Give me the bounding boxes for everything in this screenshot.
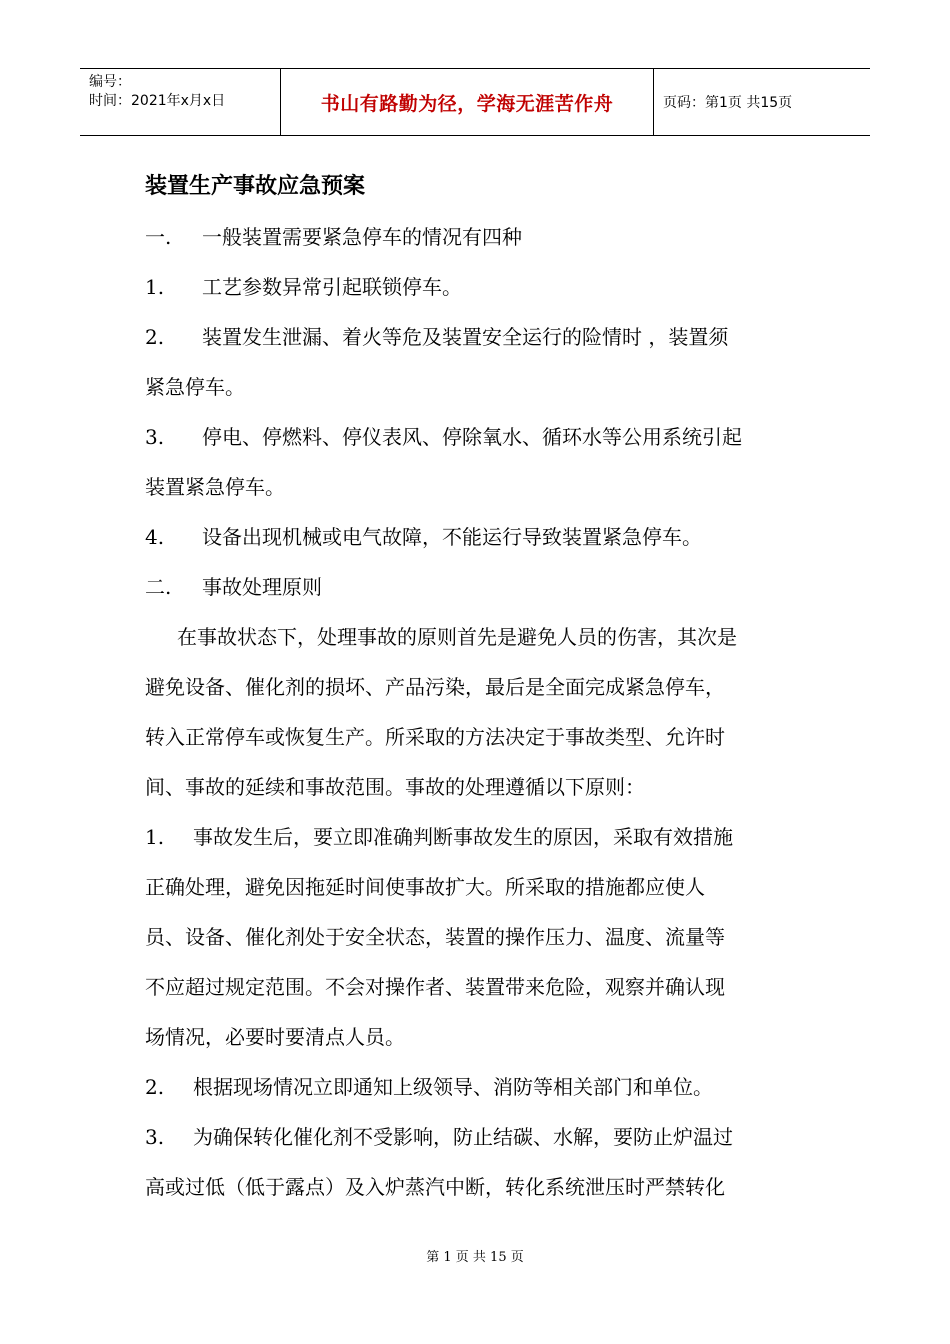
paragraph-line — [145, 662, 810, 712]
item-number: 1. — [145, 825, 165, 849]
header-meta-cell — [80, 69, 281, 135]
item-number: 1. — [145, 275, 165, 299]
line-text: 场情况，必要时要清点人员。 — [145, 1025, 405, 1049]
section-heading — [145, 562, 810, 612]
motto-text: 书山有路勤为径，学海无涯苦作舟 — [320, 92, 614, 115]
line-text: 间、事故的延续和事故范围。事故的处理遵循以下原则： — [145, 775, 645, 799]
list-item-continuation — [145, 912, 810, 962]
item-number: 2. — [145, 1075, 165, 1099]
list-item-continuation — [145, 462, 810, 512]
line-text: 事故处理原则 — [202, 575, 322, 599]
section-number: 一. — [145, 225, 172, 249]
list-item — [145, 512, 810, 562]
line-text: 工艺参数异常引起联锁停车。 — [202, 275, 462, 299]
line-text: 事故发生后，要立即准确判断事故发生的原因，采取有效措施 — [193, 825, 733, 849]
line-text: 在事故状态下，处理事故的原则首先是避免人员的伤害，其次是 — [177, 625, 737, 649]
page-info-cell — [654, 69, 870, 135]
page-info-text: 页码：第1页 共15页 — [663, 95, 793, 111]
line-text: 一般装置需要紧急停车的情况有四种 — [202, 225, 522, 249]
item-number: 3. — [145, 425, 165, 449]
line-text: 正确处理，避免因拖延时间使事故扩大。所采取的措施都应使人 — [145, 875, 705, 899]
line-text: 为确保转化催化剂不受影响，防止结碳、水解，要防止炉温过 — [193, 1125, 733, 1149]
list-item — [145, 412, 810, 462]
document-title: 装置生产事故应急预案 — [145, 174, 366, 199]
list-item-continuation — [145, 1012, 810, 1062]
item-number: 3. — [145, 1125, 165, 1149]
line-text: 高或过低（低于露点）及入炉蒸汽中断，转化系统泄压时严禁转化 — [145, 1175, 725, 1199]
line-text: 避免设备、催化剂的损坏、产品污染，最后是全面完成紧急停车， — [145, 675, 725, 699]
page-footer — [0, 1246, 950, 1265]
item-number: 4. — [145, 525, 165, 549]
line-text: 根据现场情况立即通知上级领导、消防等相关部门和单位。 — [193, 1075, 713, 1099]
line-text: 员、设备、催化剂处于安全状态，装置的操作压力、温度、流量等 — [145, 925, 725, 949]
line-text: 设备出现机械或电气故障，不能运行导致装置紧急停车。 — [202, 525, 702, 549]
footer-page-number: 第 1 页 共 15 页 — [426, 1250, 524, 1265]
number-label: 编号： — [89, 74, 131, 90]
list-item-continuation — [145, 362, 810, 412]
list-item — [145, 262, 810, 312]
line-text: 转入正常停车或恢复生产。所采取的方法决定于事故类型、允许时 — [145, 725, 725, 749]
motto-cell — [281, 69, 654, 135]
section-number: 二. — [145, 575, 172, 599]
list-item — [145, 312, 810, 362]
list-item-continuation — [145, 962, 810, 1012]
list-item-continuation — [145, 862, 810, 912]
time-label: 时间：2021年x月x日 — [89, 93, 226, 109]
list-item — [145, 1112, 810, 1162]
list-item — [145, 1062, 810, 1112]
line-text: 停电、停燃料、停仪表风、停除氧水、循环水等公用系统引起 — [202, 425, 742, 449]
paragraph-line — [145, 612, 810, 662]
paragraph-line — [145, 712, 810, 762]
document-body — [145, 162, 810, 1212]
line-text: 紧急停车。 — [145, 375, 245, 399]
document-header — [80, 68, 870, 136]
section-heading — [145, 212, 810, 262]
line-text: 装置紧急停车。 — [145, 475, 285, 499]
list-item — [145, 812, 810, 862]
paragraph-line — [145, 762, 810, 812]
line-text: 装置发生泄漏、着火等危及装置安全运行的险情时 ，装置须 — [202, 325, 729, 349]
line-text: 不应超过规定范围。不会对操作者、装置带来危险，观察并确认现 — [145, 975, 725, 999]
list-item-continuation — [145, 1162, 810, 1212]
item-number: 2. — [145, 325, 165, 349]
